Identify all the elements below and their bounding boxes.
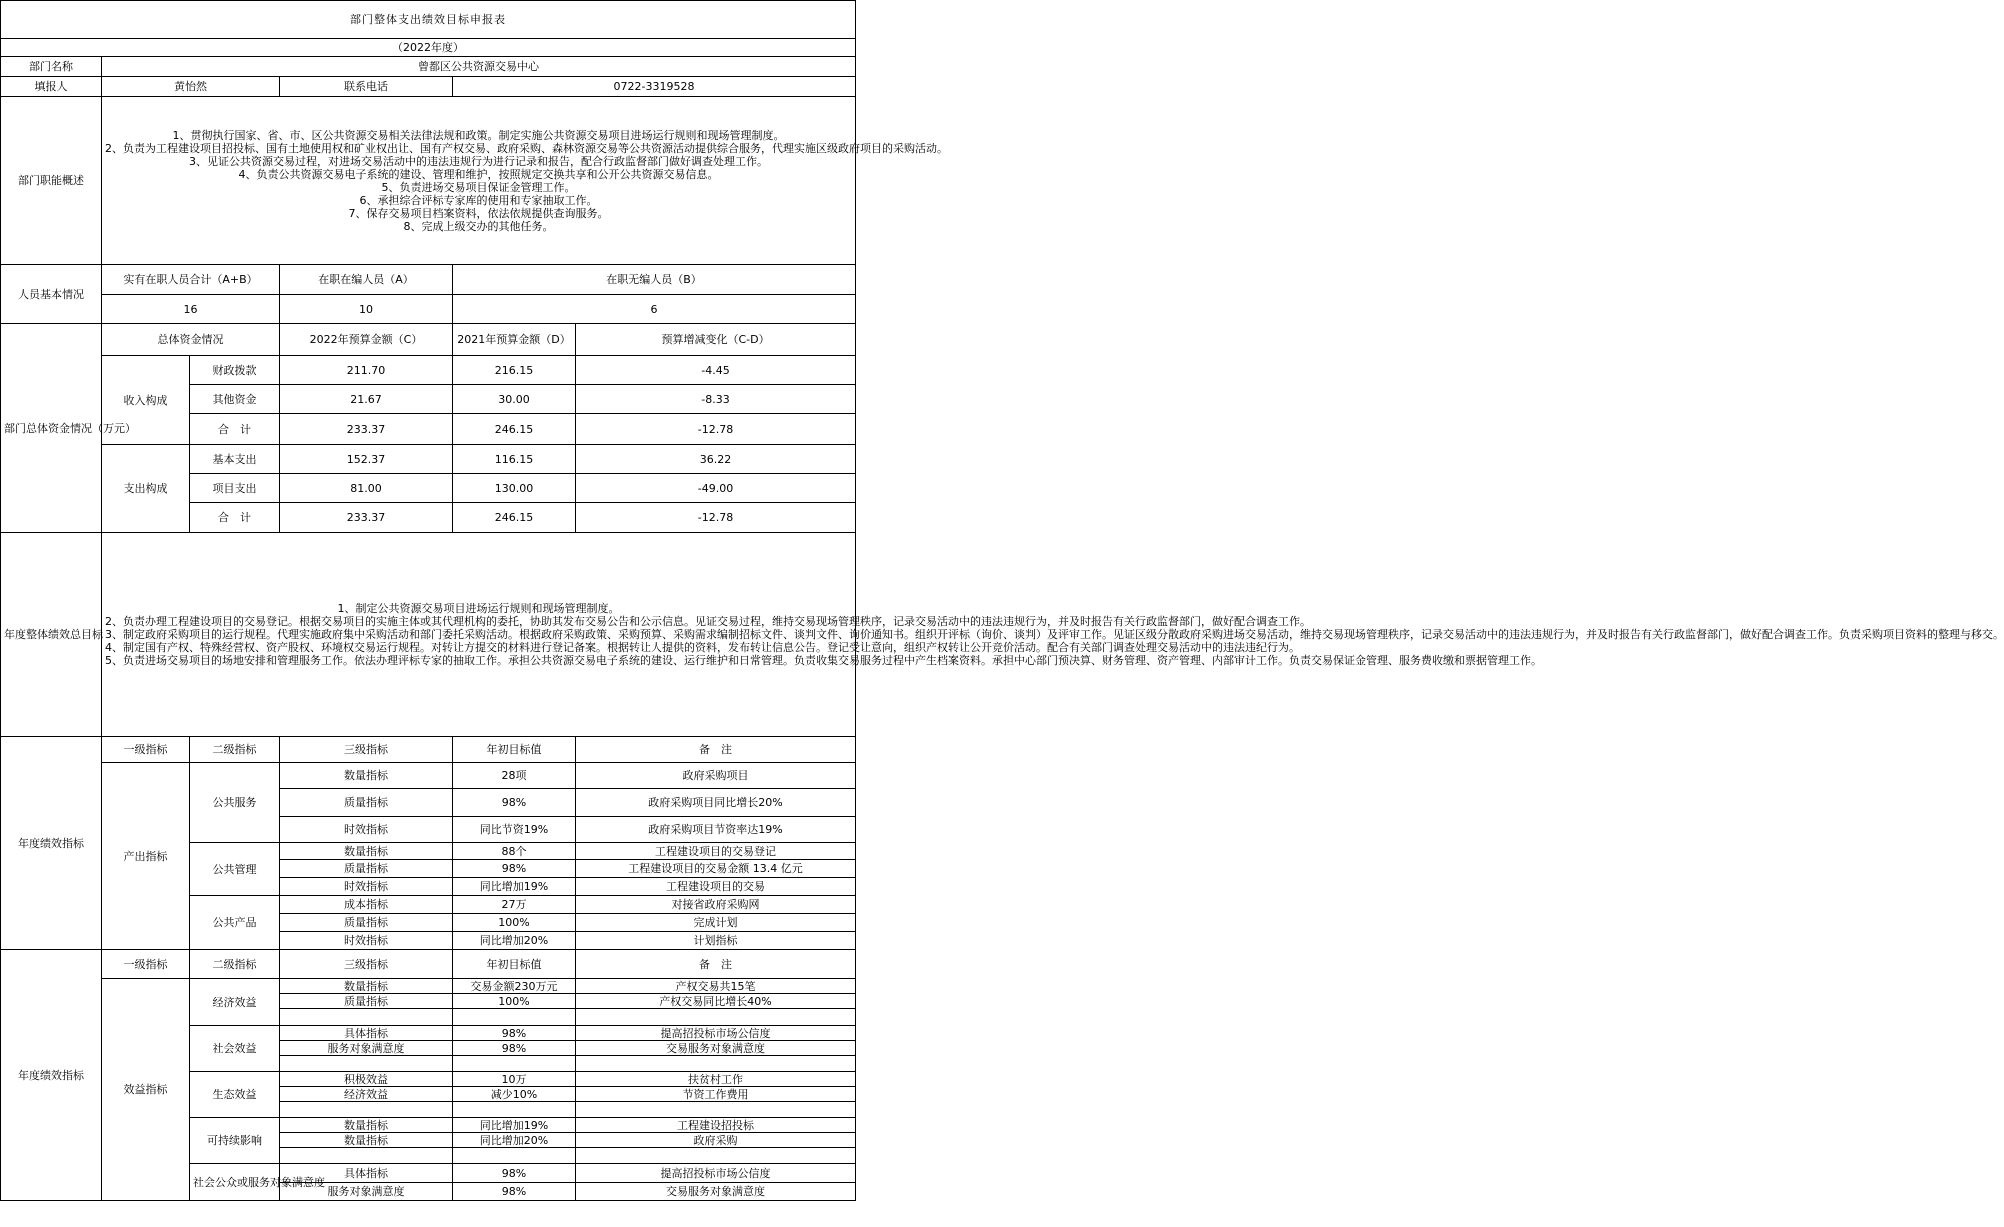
ind-level2: 生态效益 bbox=[190, 1072, 280, 1118]
ind-l3: 成本指标 bbox=[280, 896, 453, 914]
fund-item-name: 财政拨款 bbox=[190, 356, 280, 385]
fund-item-c: 152.37 bbox=[280, 445, 453, 474]
ind-note: 提高招投标市场公信度 bbox=[576, 1164, 856, 1183]
funds-label: 部门总体资金情况（万元） bbox=[1, 324, 102, 533]
ind-note: 工程建设招投标 bbox=[576, 1118, 856, 1133]
indicators1-label: 年度绩效指标 bbox=[1, 737, 102, 950]
ind-target: 同比节资19% bbox=[453, 817, 576, 843]
ind-note bbox=[576, 1056, 856, 1072]
ind-header-l2: 二级指标 bbox=[190, 950, 280, 979]
ind-l3: 时效指标 bbox=[280, 817, 453, 843]
fund-item-name: 基本支出 bbox=[190, 445, 280, 474]
ind-l3: 具体指标 bbox=[280, 1026, 453, 1041]
form-year: （2022年度） bbox=[1, 39, 856, 57]
ind-note: 提高招投标市场公信度 bbox=[576, 1026, 856, 1041]
funds-header-c: 2022年预算金额（C） bbox=[280, 324, 453, 356]
ind-note: 工程建设项目的交易登记 bbox=[576, 843, 856, 860]
goal-item: 5、负责进场交易项目的场地安排和管理服务工作。依法办理评标专家的抽取工作。承担公共资源交易电子系统的建设、运行维护和日常管理。负责收集交易服务过程中产生档案资料。承担中心部门预决算、财务管理、资产管理、内部审计工作。负责交易保证金管理、服务费收缴和票据管理工作。 bbox=[105, 654, 1542, 667]
ind-l3: 质量指标 bbox=[280, 860, 453, 878]
fund-item-diff: -12.78 bbox=[576, 414, 856, 445]
ind-note: 工程建设项目的交易金额 13.4 亿元 bbox=[576, 860, 856, 878]
ind-note bbox=[576, 1148, 856, 1164]
ind-target: 98% bbox=[453, 1041, 576, 1056]
ind-target bbox=[453, 1148, 576, 1164]
ind-l3 bbox=[280, 1009, 453, 1026]
ind-header-target: 年初目标值 bbox=[453, 950, 576, 979]
fund-item-d: 130.00 bbox=[453, 474, 576, 503]
ind-header-note: 备 注 bbox=[576, 737, 856, 763]
ind-target: 同比增加20% bbox=[453, 932, 576, 950]
ind-header-note: 备 注 bbox=[576, 950, 856, 979]
staff-label: 人员基本情况 bbox=[1, 265, 102, 324]
ind-note: 政府采购项目节资率达19% bbox=[576, 817, 856, 843]
ind-l3: 数量指标 bbox=[280, 1133, 453, 1148]
fund-item-name: 项目支出 bbox=[190, 474, 280, 503]
fund-item-name: 其他资金 bbox=[190, 385, 280, 414]
ind-target bbox=[453, 1056, 576, 1072]
ind-target: 减少10% bbox=[453, 1087, 576, 1102]
goals-text bbox=[102, 533, 2004, 737]
ind-l3: 数量指标 bbox=[280, 1118, 453, 1133]
ind-level2: 社会效益 bbox=[190, 1026, 280, 1072]
phone-label: 联系电话 bbox=[280, 77, 453, 97]
staff-header-b: 在职无编人员（B） bbox=[453, 265, 856, 295]
ind-l3: 数量指标 bbox=[280, 843, 453, 860]
ind-target: 98% bbox=[453, 860, 576, 878]
fund-item-d: 116.15 bbox=[453, 445, 576, 474]
staff-header-total: 实有在职人员合计（A+B） bbox=[102, 265, 280, 295]
ind-header-l2: 二级指标 bbox=[190, 737, 280, 763]
ind-l3 bbox=[280, 1148, 453, 1164]
ind-l3: 具体指标 bbox=[280, 1164, 453, 1183]
fund-item-d: 246.15 bbox=[453, 414, 576, 445]
ind-target: 100% bbox=[453, 994, 576, 1009]
fund-item-c: 21.67 bbox=[280, 385, 453, 414]
ind-target: 同比增加19% bbox=[453, 878, 576, 896]
ind-note: 对接省政府采购网 bbox=[576, 896, 856, 914]
fund-item-diff: 36.22 bbox=[576, 445, 856, 474]
fund-item-name: 合 计 bbox=[190, 503, 280, 533]
ind-note: 产权交易共15笔 bbox=[576, 979, 856, 994]
goal-item: 3、制定政府采购项目的运行规程。代理实施政府集中采购活动和部门委托采购活动。根据政府采购政策、采购预算、采购需求编制招标文件、谈判文件、询价通知书。组织开评标（询价、谈判）及评审工作。见证区级分散政府采购进场交易活动，维持交易现场管理秩序，记录交易活动中的违法违规行为，并及时报告有关行政监督部门，做好配合调查工作。负责采购项目资料的整理与移交。 bbox=[105, 628, 2004, 641]
funds-header-overall: 总体资金情况 bbox=[102, 324, 280, 356]
duty-item: 1、贯彻执行国家、省、市、区公共资源交易相关法律法规和政策。制定实施公共资源交易项目进场运行规则和现场管理制度。 bbox=[172, 128, 785, 142]
funds-header-diff: 预算增减变化（C-D） bbox=[576, 324, 856, 356]
fund-item-diff: -8.33 bbox=[576, 385, 856, 414]
duties-text bbox=[102, 97, 948, 265]
ind-level1: 产出指标 bbox=[102, 763, 190, 950]
form-title: 部门整体支出绩效目标申报表 bbox=[1, 1, 856, 39]
ind-level2: 公共产品 bbox=[190, 896, 280, 950]
ind-note: 产权交易同比增长40% bbox=[576, 994, 856, 1009]
ind-target: 27万 bbox=[453, 896, 576, 914]
ind-level2: 可持续影响 bbox=[190, 1118, 280, 1164]
ind-level2: 经济效益 bbox=[190, 979, 280, 1026]
ind-note: 工程建设项目的交易 bbox=[576, 878, 856, 896]
duty-item: 7、保存交易项目档案资料，依法依规提供查询服务。 bbox=[348, 206, 609, 220]
ind-l3: 服务对象满意度 bbox=[280, 1183, 453, 1201]
dept-name-label: 部门名称 bbox=[1, 57, 102, 77]
fund-item-c: 233.37 bbox=[280, 503, 453, 533]
staff-b-value: 6 bbox=[453, 295, 856, 324]
ind-l3: 质量指标 bbox=[280, 994, 453, 1009]
ind-l3: 时效指标 bbox=[280, 878, 453, 896]
staff-header-a: 在职在编人员（A） bbox=[280, 265, 453, 295]
ind-note: 政府采购 bbox=[576, 1133, 856, 1148]
ind-header-l3: 三级指标 bbox=[280, 737, 453, 763]
ind-level2: 社会公众或服务对象满意度 bbox=[190, 1164, 280, 1201]
ind-l3: 质量指标 bbox=[280, 914, 453, 932]
ind-target: 98% bbox=[453, 1164, 576, 1183]
ind-note bbox=[576, 1009, 856, 1026]
ind-target: 28项 bbox=[453, 763, 576, 789]
ind-note: 交易服务对象满意度 bbox=[576, 1041, 856, 1056]
ind-target bbox=[453, 1102, 576, 1118]
ind-target: 88个 bbox=[453, 843, 576, 860]
ind-target: 同比增加20% bbox=[453, 1133, 576, 1148]
ind-l3 bbox=[280, 1102, 453, 1118]
goal-item: 2、负责办理工程建设项目的交易登记。根据交易项目的实施主体或其代理机构的委托，协助其发布交易公告和公示信息。见证交易过程，维持交易现场管理秩序，记录交易活动中的违法违规行为，并及时报告有关行政监督部门，做好配合调查工作。 bbox=[105, 615, 1311, 628]
duties-label: 部门职能概述 bbox=[1, 97, 102, 265]
fund-item-c: 233.37 bbox=[280, 414, 453, 445]
fund-item-diff: -4.45 bbox=[576, 356, 856, 385]
ind-header-l1: 一级指标 bbox=[102, 950, 190, 979]
ind-note: 政府采购项目同比增长20% bbox=[576, 789, 856, 817]
duty-item: 8、完成上级交办的其他任务。 bbox=[403, 219, 554, 233]
filler-label: 填报人 bbox=[1, 77, 102, 97]
ind-l3: 数量指标 bbox=[280, 979, 453, 994]
ind-target: 同比增加19% bbox=[453, 1118, 576, 1133]
ind-target: 100% bbox=[453, 914, 576, 932]
fund-item-name: 合 计 bbox=[190, 414, 280, 445]
duty-item: 5、负责进场交易项目保证金管理工作。 bbox=[381, 180, 576, 194]
expense-label: 支出构成 bbox=[102, 445, 190, 533]
ind-header-l1: 一级指标 bbox=[102, 737, 190, 763]
ind-header-target: 年初目标值 bbox=[453, 737, 576, 763]
goals-label: 年度整体绩效总目标 bbox=[1, 533, 102, 737]
ind-level1: 效益指标 bbox=[102, 979, 190, 1201]
indicators2-label: 年度绩效指标 bbox=[1, 950, 102, 1201]
ind-l3: 服务对象满意度 bbox=[280, 1041, 453, 1056]
fund-item-c: 81.00 bbox=[280, 474, 453, 503]
ind-note: 政府采购项目 bbox=[576, 763, 856, 789]
ind-note bbox=[576, 1102, 856, 1118]
ind-level2: 公共服务 bbox=[190, 763, 280, 843]
fund-item-diff: -12.78 bbox=[576, 503, 856, 533]
ind-target: 98% bbox=[453, 1183, 576, 1201]
ind-target bbox=[453, 1009, 576, 1026]
ind-note: 计划指标 bbox=[576, 932, 856, 950]
duty-item: 4、负责公共资源交易电子系统的建设、管理和维护，按照规定交换共享和公开公共资源交易信息。 bbox=[238, 167, 719, 181]
ind-header-l3: 三级指标 bbox=[280, 950, 453, 979]
funds-header-d: 2021年预算金额（D） bbox=[453, 324, 576, 356]
duty-item: 2、负责为工程建设项目招投标、国有土地使用权和矿业权出让、国有产权交易、政府采购、森林资源交易等公共资源活动提供综合服务，代理实施区级政府项目的采购活动。 bbox=[105, 141, 948, 155]
dept-name-value: 曾都区公共资源交易中心 bbox=[102, 57, 856, 77]
ind-target: 交易金额230万元 bbox=[453, 979, 576, 994]
ind-note: 扶贫村工作 bbox=[576, 1072, 856, 1087]
fund-item-d: 246.15 bbox=[453, 503, 576, 533]
ind-l3: 时效指标 bbox=[280, 932, 453, 950]
fund-item-c: 211.70 bbox=[280, 356, 453, 385]
ind-l3: 经济效益 bbox=[280, 1087, 453, 1102]
fund-item-d: 216.15 bbox=[453, 356, 576, 385]
ind-note: 节资工作费用 bbox=[576, 1087, 856, 1102]
ind-l3 bbox=[280, 1056, 453, 1072]
income-label: 收入构成 bbox=[102, 356, 190, 445]
duty-item: 3、见证公共资源交易过程，对进场交易活动中的违法违规行为进行记录和报告，配合行政监督部门做好调查处理工作。 bbox=[189, 154, 769, 168]
staff-a-value: 10 bbox=[280, 295, 453, 324]
fund-item-d: 30.00 bbox=[453, 385, 576, 414]
fund-item-diff: -49.00 bbox=[576, 474, 856, 503]
ind-target: 98% bbox=[453, 1026, 576, 1041]
ind-l3: 数量指标 bbox=[280, 763, 453, 789]
ind-l3: 积极效益 bbox=[280, 1072, 453, 1087]
ind-l3: 质量指标 bbox=[280, 789, 453, 817]
ind-target: 10万 bbox=[453, 1072, 576, 1087]
staff-total-value: 16 bbox=[102, 295, 280, 324]
goal-item: 1、制定公共资源交易项目进场运行规则和现场管理制度。 bbox=[337, 602, 620, 615]
duty-item: 6、承担综合评标专家库的使用和专家抽取工作。 bbox=[359, 193, 598, 207]
ind-level2: 公共管理 bbox=[190, 843, 280, 896]
goal-item: 4、制定国有产权、特殊经营权、资产股权、环境权交易运行规程。对转让方提交的材料进行登记备案。根据转让人提供的资料，发布转让信息公告。登记受让意向，组织产权转让公开竞价活动。配合有关部门调查处理交易活动中的违法违纪行为。 bbox=[105, 641, 1300, 654]
ind-note: 交易服务对象满意度 bbox=[576, 1183, 856, 1201]
filler-name: 黄怡然 bbox=[102, 77, 280, 97]
ind-note: 完成计划 bbox=[576, 914, 856, 932]
phone-value: 0722-3319528 bbox=[453, 77, 856, 97]
ind-target: 98% bbox=[453, 789, 576, 817]
